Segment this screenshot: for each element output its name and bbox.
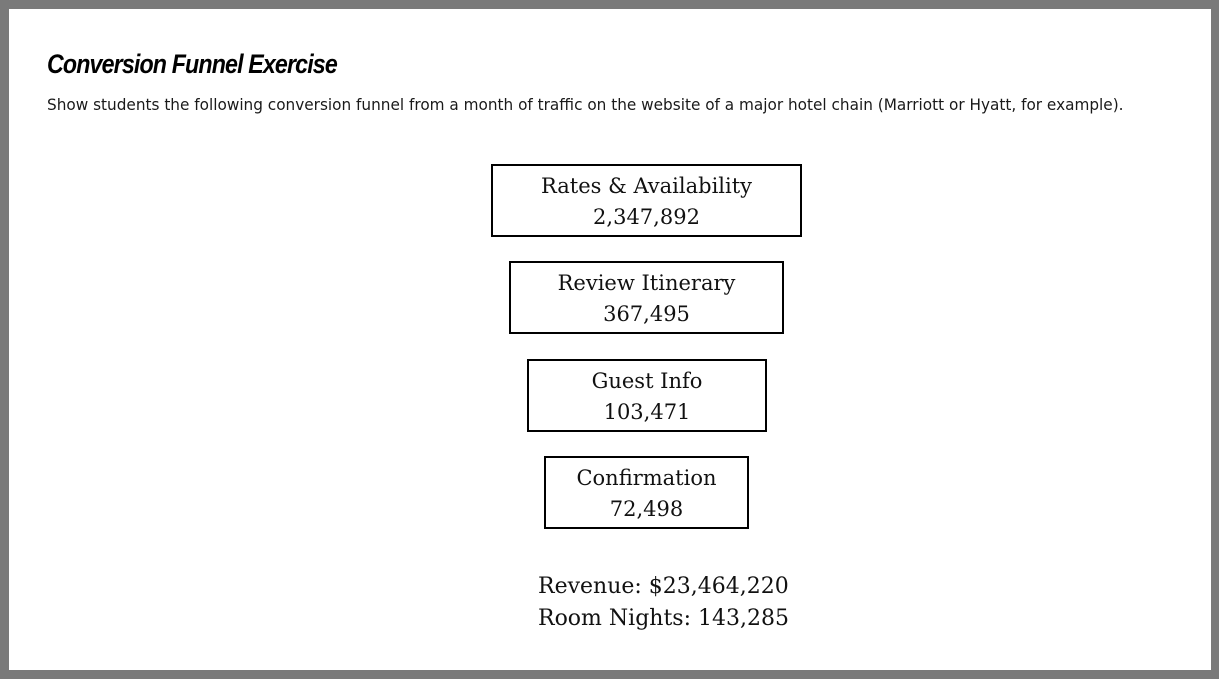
funnel-stage-review-itinerary	[509, 261, 784, 334]
funnel-stage-confirmation	[544, 456, 749, 529]
funnel-stage-value: 72,498	[609, 497, 684, 521]
document-page	[9, 9, 1211, 670]
intro-text: Show students the following conversion funnel from a month of traffic on the website of a major hotel chain (Marriott or Hyatt, for example).	[47, 95, 1124, 114]
funnel-stage-label: Confirmation	[576, 466, 717, 490]
funnel-stage-value: 2,347,892	[593, 205, 700, 229]
funnel-stage-value: 367,495	[603, 302, 690, 326]
funnel-stage-label: Rates & Availability	[540, 174, 753, 198]
page-title: Conversion Funnel Exercise	[47, 49, 337, 79]
revenue-text: Revenue: $23,464,220	[538, 574, 789, 599]
funnel-stage-value: 103,471	[603, 400, 691, 424]
funnel-stage-label: Review Itinerary	[557, 271, 736, 295]
funnel-stage-label: Guest Info	[591, 369, 703, 393]
funnel-stage-rates-availability	[491, 164, 802, 237]
funnel-summary	[538, 571, 789, 635]
funnel-stage-guest-info	[527, 359, 767, 432]
room-nights-text: Room Nights: 143,285	[538, 606, 789, 631]
